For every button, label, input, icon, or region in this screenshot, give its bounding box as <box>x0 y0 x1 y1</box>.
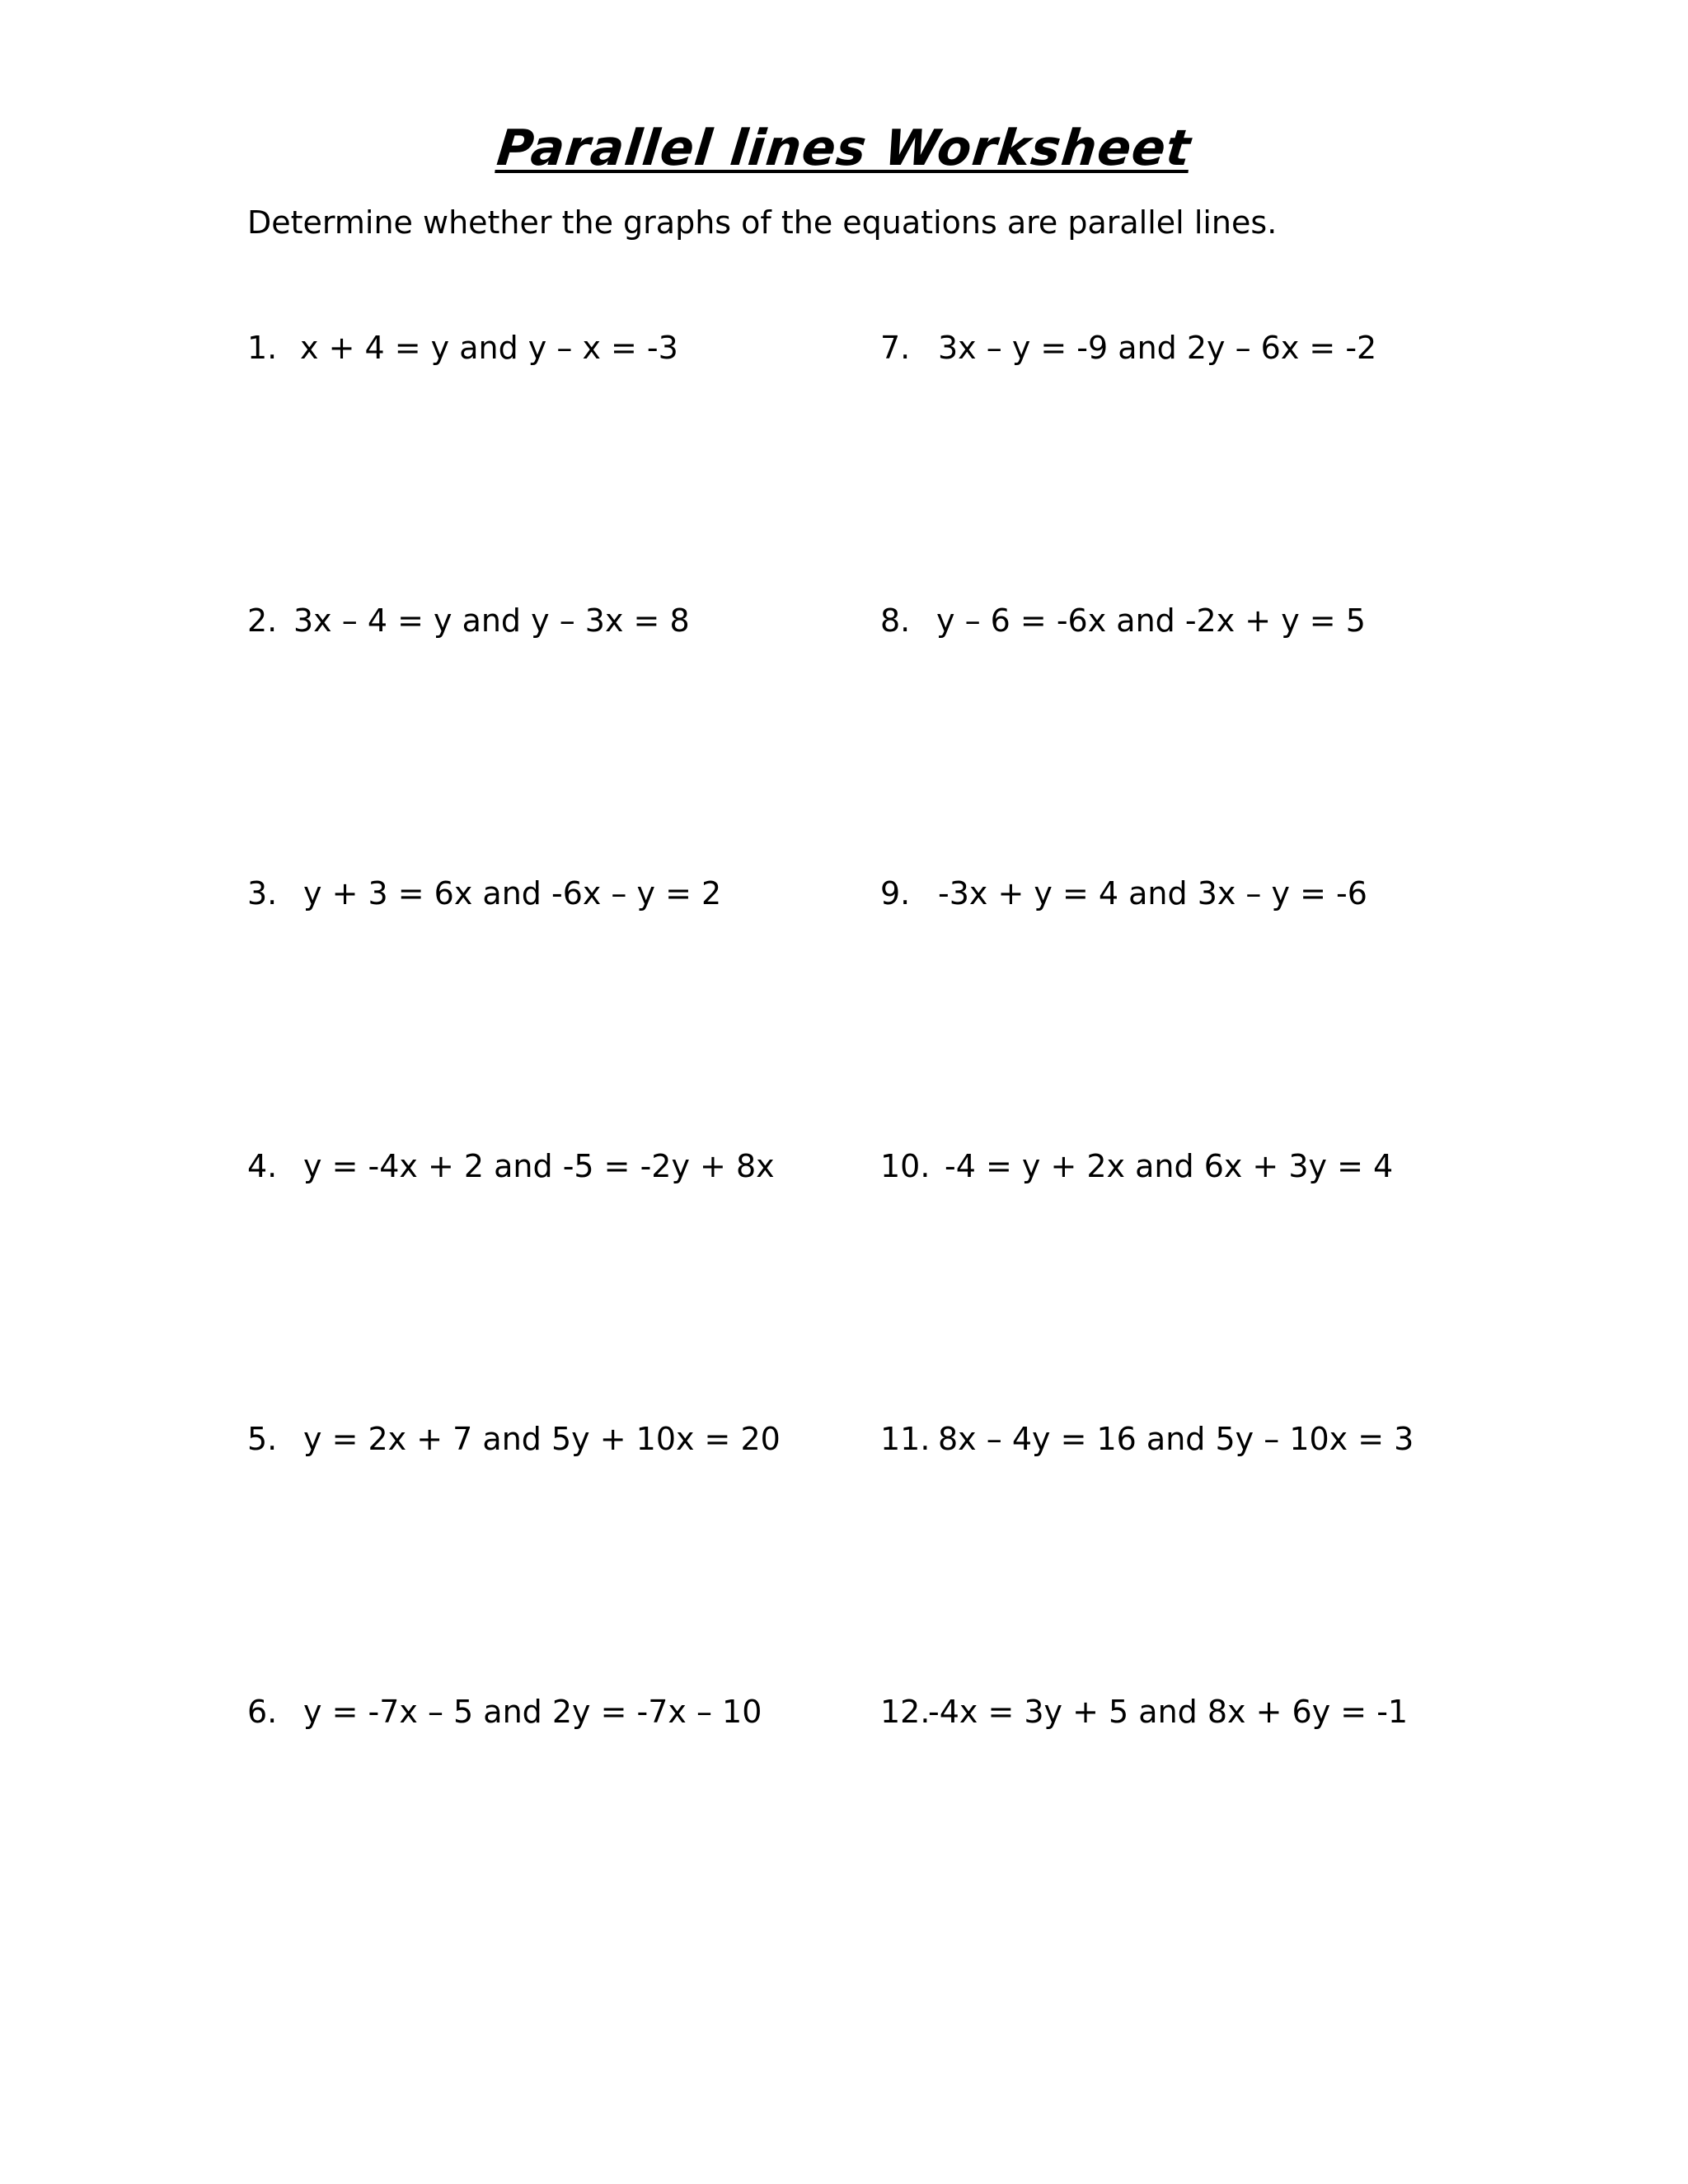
page-title: Parallel lines Worksheet <box>494 120 1194 177</box>
problem-equation: y + 3 = 6x and -6x – y = 2 <box>303 875 722 912</box>
problem-number: 3. <box>247 875 278 912</box>
problem-equation: y – 6 = -6x and -2x + y = 5 <box>936 602 1366 639</box>
problem-10 <box>880 1146 1393 1187</box>
problem-equation: y = 2x + 7 and 5y + 10x = 20 <box>303 1421 781 1457</box>
problem-2 <box>247 600 690 641</box>
problem-number: 7. <box>880 330 911 366</box>
problem-equation: -3x + y = 4 and 3x – y = -6 <box>938 875 1367 912</box>
problem-12 <box>880 1691 1408 1732</box>
problem-number: 5. <box>247 1421 278 1457</box>
problem-3 <box>247 873 721 914</box>
problem-equation: -4 = y + 2x and 6x + 3y = 4 <box>945 1148 1394 1184</box>
problem-number: 8. <box>880 602 911 639</box>
problem-4 <box>247 1146 775 1187</box>
problem-1 <box>247 327 678 368</box>
problem-5 <box>247 1418 781 1460</box>
problem-number: 4. <box>247 1148 278 1184</box>
problem-number: 11. <box>880 1421 931 1457</box>
problem-equation: y = -7x – 5 and 2y = -7x – 10 <box>303 1694 762 1730</box>
problem-equation: 3x – 4 = y and y – 3x = 8 <box>293 602 690 639</box>
problem-number: 6. <box>247 1694 278 1730</box>
problem-8 <box>880 600 1366 641</box>
problem-equation: 3x – y = -9 and 2y – 6x = -2 <box>938 330 1377 366</box>
instructions: Determine whether the graphs of the equations are parallel lines. <box>247 204 1278 241</box>
problem-equation: y = -4x + 2 and -5 = -2y + 8x <box>303 1148 775 1184</box>
problem-6 <box>247 1691 762 1732</box>
problem-7 <box>880 327 1376 368</box>
problem-equation: 8x – 4y = 16 and 5y – 10x = 3 <box>938 1421 1414 1457</box>
problem-11 <box>880 1418 1414 1460</box>
problem-number: 12. <box>880 1694 931 1730</box>
problem-number: 1. <box>247 330 278 366</box>
problem-equation: x + 4 = y and y – x = -3 <box>300 330 678 366</box>
problem-9 <box>880 873 1367 914</box>
problem-equation: -4x = 3y + 5 and 8x + 6y = -1 <box>928 1694 1409 1730</box>
problem-number: 2. <box>247 602 278 639</box>
problem-number: 9. <box>880 875 911 912</box>
problem-number: 10. <box>880 1148 931 1184</box>
